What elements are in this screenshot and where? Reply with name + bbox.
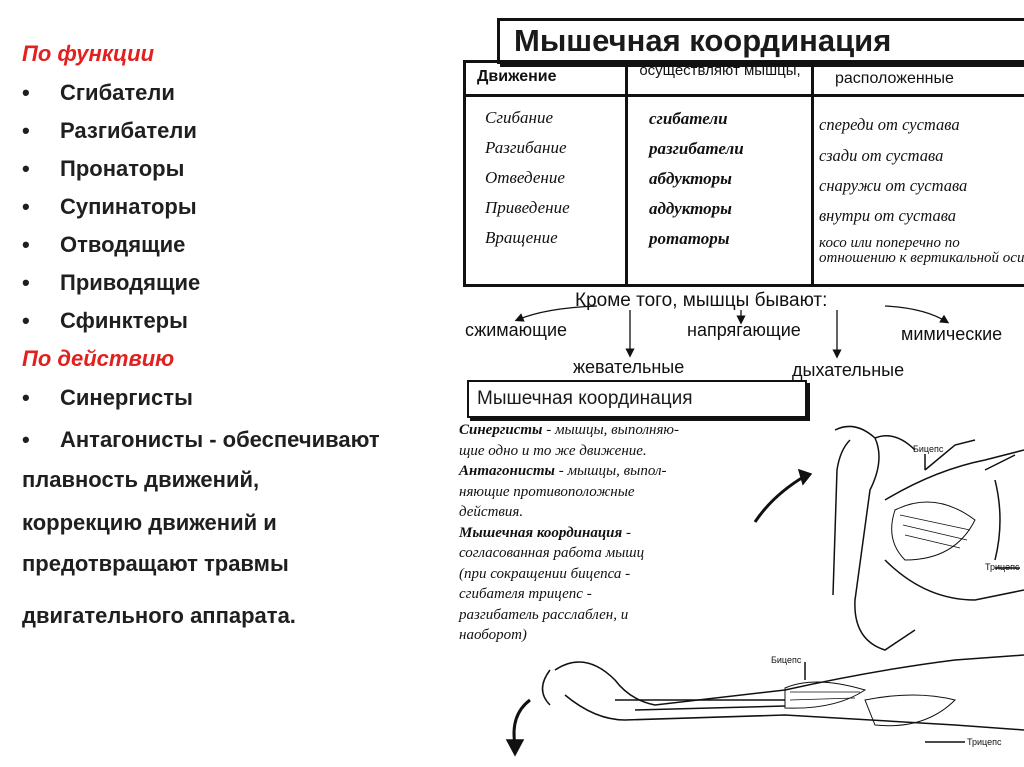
left-text-column	[0, 0, 470, 767]
cell-location: сзади от сустава	[819, 146, 944, 165]
cell-location: внутри от сустава	[819, 206, 957, 225]
cell-muscles: ротаторы	[649, 229, 730, 248]
label-biceps: Бицепс	[771, 655, 802, 665]
paragraph-line: коррекцию движений и	[22, 510, 277, 535]
label-triceps: Трицепс	[985, 562, 1020, 572]
definitions-text: Синергисты - мышцы, выполняю- щие одно и то же движение. Антагонисты - мышцы, выпол- няющие противоположные действия. Мышечная координация - согласованная работа мышц (при сокращении бицепса - сгибателя трицепс - разгибатель расслаблен, и наоборот)	[459, 422, 679, 643]
list-item: • Супинаторы	[22, 194, 197, 219]
type-label: дыхательные	[792, 360, 905, 380]
type-label: напрягающие	[687, 320, 801, 340]
cell-muscles: разгибатели	[649, 139, 744, 158]
cell-muscles: абдукторы	[649, 169, 732, 188]
arm-illustration	[455, 0, 1024, 767]
list-item: • Приводящие	[22, 270, 201, 295]
heading-by-function: По функции	[22, 41, 155, 66]
cell-location: спереди от сустава	[819, 115, 960, 134]
besides-title: Кроме того, мышцы бывают:	[575, 290, 828, 311]
cell-location: косо или поперечно по отношению к вертикальной оси	[819, 235, 1024, 266]
paragraph-line: плавность движений,	[22, 467, 260, 492]
list-item: • Антагонисты - обеспечивают	[22, 427, 380, 452]
cell-movement: Отведение	[485, 168, 565, 187]
label-biceps: Бицепс	[913, 444, 944, 454]
type-label: жевательные	[573, 357, 685, 377]
cell-movement: Сгибание	[485, 108, 553, 127]
label-triceps: Трицепс	[967, 737, 1002, 747]
list-item: • Отводящие	[22, 232, 186, 257]
cell-muscles: сгибатели	[649, 109, 728, 128]
header-location: расположенные	[835, 70, 954, 87]
cell-muscles: аддукторы	[649, 199, 732, 218]
list-item: • Сфинктеры	[22, 308, 188, 333]
paragraph-line: двигательного аппарата.	[22, 603, 296, 628]
heading-by-action: По действию	[22, 346, 175, 371]
list-item: • Пронаторы	[22, 156, 185, 181]
cell-movement: Приведение	[485, 198, 570, 217]
list-item: • Синергисты	[22, 385, 193, 410]
scanned-figure	[455, 0, 1024, 767]
header-movement: Движение	[477, 68, 557, 85]
cell-movement: Вращение	[485, 228, 558, 247]
paragraph-line: предотвращают травмы	[22, 551, 289, 576]
cell-location: снаружи от сустава	[819, 176, 968, 195]
list-item: • Сгибатели	[22, 80, 175, 105]
header-muscles: осуществляют мышцы,	[639, 62, 801, 79]
type-label: сжимающие	[465, 320, 568, 340]
type-label: мимические	[901, 324, 1003, 344]
figure-title: Мышечная координация	[497, 18, 1024, 64]
cell-movement: Разгибание	[485, 138, 567, 157]
subtitle-box: Мышечная координация	[467, 380, 807, 418]
list-item: • Разгибатели	[22, 118, 197, 143]
